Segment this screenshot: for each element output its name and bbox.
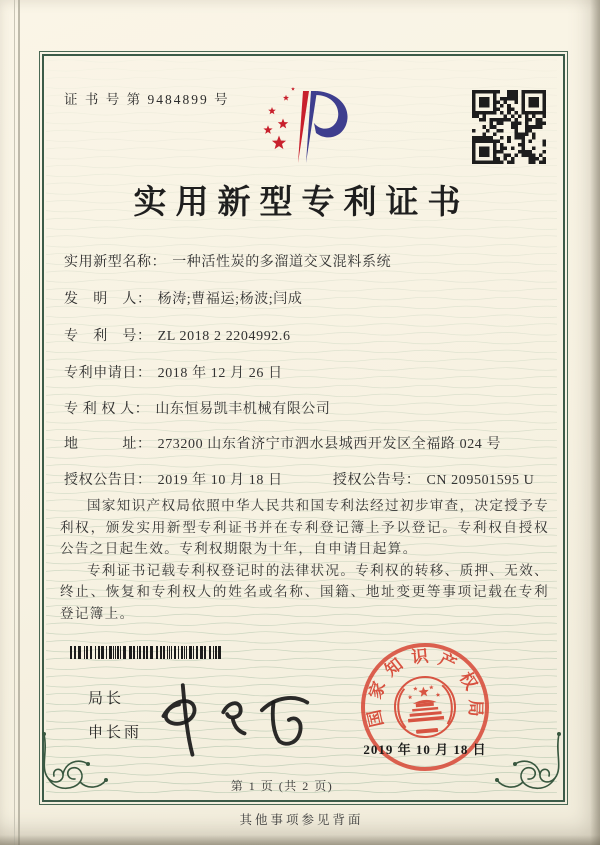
field-row-name	[64, 251, 544, 271]
barcode	[70, 646, 223, 659]
paper-shadow-bottom	[0, 835, 600, 845]
field-label: 专 利 号：	[64, 329, 152, 344]
grant-no-label: 授权公告号：	[332, 473, 421, 488]
certificate-title: 实用新型专利证书	[133, 185, 470, 221]
field-label: 发 明 人：	[64, 292, 152, 307]
field-row-inventors	[64, 288, 544, 308]
corner-ornament-right-icon	[489, 724, 567, 802]
field-value: 273200 山东省济宁市泗水县城西开发区全福路 024 号	[157, 437, 502, 452]
paragraph-legal: 专利证书记载专利权登记时的法律状况。专利权的转移、质押、无效、终止、恢复和专利权人的姓名或名称、国籍、地址变更等事项记载在专利登记簿上。	[60, 562, 549, 621]
field-value: 一种活性炭的多溜道交叉混料系统	[172, 255, 392, 270]
field-label: 专 利 权 人：	[64, 402, 150, 417]
national-emblem-icon	[392, 674, 457, 739]
grant-no-value: CN 209501595 U	[426, 473, 535, 488]
field-row-patent-no	[64, 325, 544, 345]
paper-edge-line	[14, 0, 15, 845]
cnipa-logo-icon	[248, 84, 352, 170]
signature-handwriting-icon	[150, 672, 314, 762]
field-row-filing-date	[64, 362, 544, 382]
grant-date-value: 2019 年 10 月 18 日	[157, 473, 283, 488]
seal-date: 2019 年 10 月 18 日	[363, 742, 487, 757]
field-label: 实用新型名称：	[64, 255, 167, 270]
grant-row	[64, 469, 544, 489]
field-row-patentee	[64, 398, 544, 418]
seal-text: 国家知识产权局	[364, 646, 486, 729]
field-value: 杨涛;曹福运;杨波;闫成	[157, 292, 303, 307]
certificate-body	[60, 495, 549, 624]
logo-p-bowl	[314, 91, 348, 137]
field-row-address	[64, 433, 544, 453]
paragraph-grant: 国家知识产权局依照中华人民共和国专利法经过初步审查，决定授予专利权，颁发实用新型专利证书并在专利登记簿上予以登记。专利权自授权公告之日起生效。专利权期限为十年，自申请日起算。	[60, 498, 549, 556]
field-value: 2018 年 12 月 26 日	[157, 366, 283, 381]
paper-shadow-right	[590, 0, 600, 845]
commissioner-label: 局长	[88, 690, 125, 707]
field-label: 专利申请日：	[64, 366, 152, 381]
logo-stars-icon	[263, 87, 295, 149]
paper-edge-line	[18, 0, 20, 845]
grant-date-label: 授权公告日：	[64, 473, 152, 488]
back-note: 其他事项参见背面	[239, 813, 364, 827]
field-label: 地 址：	[64, 437, 152, 452]
svg-text:国家知识产权局	[359, 642, 486, 729]
qr-code	[472, 90, 546, 164]
page-number: 第 1 页 (共 2 页)	[230, 779, 334, 793]
field-value: 山东恒易凯丰机械有限公司	[155, 402, 331, 417]
field-value: ZL 2018 2 2204992.6	[157, 329, 291, 344]
corner-ornament-left-icon	[36, 724, 114, 802]
certificate-number: 证 书 号 第 9484899 号	[64, 92, 230, 107]
commissioner-name: 申长雨	[88, 724, 143, 741]
